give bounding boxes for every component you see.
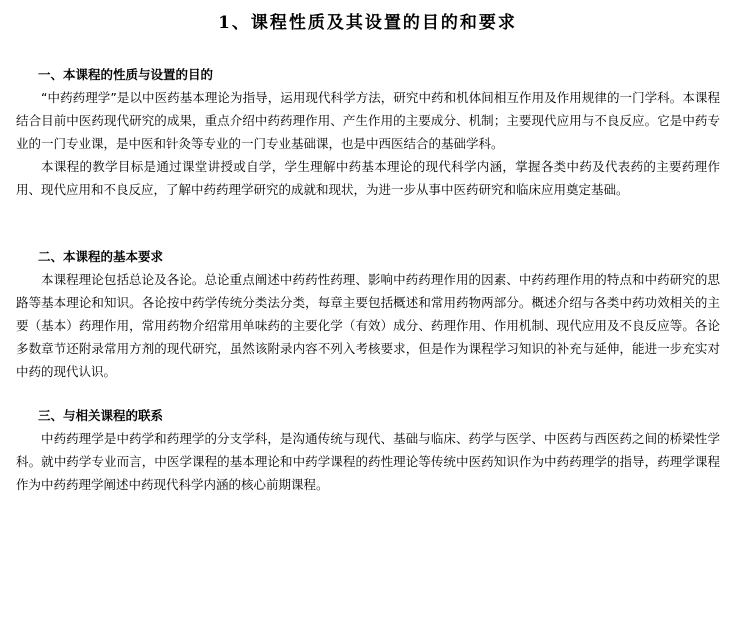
paragraph: 本课程理论包括总论及各论。总论重点阐述中药药性药理、影响中药药理作用的因素、中药药理作用的特点和中药研究的思路等基本理论和知识。各论按中药学传统分类法分类，每章主要包括概述和常用药物两部分。概述介绍与各类中药功效相关的主要（基本）药理作用，常用药物介绍常用单味药的主要化学（有效）成分、药理作用、作用机制、现代应用及不良反应等。各论多数章节还附录常用方剂的现代研究，虽然该附录内容不列入考核要求，但是作为课程学习知识的补充与延伸，能进一步充实对中药的现代认识。 <box>16 272 720 379</box>
paragraph: 中药药理学是中药学和药理学的分支学科，是沟通传统与现代、基础与临床、药学与医学、中医药与西医药之间的桥梁性学科。就中药学专业而言，中医学课程的基本理论和中药学课程的药性理论等传统中医药知识作为中药药理学的指导，药理学课程作为中药药理学阐述中药现代科学内涵的核心前期课程。 <box>16 431 720 492</box>
paragraph: “中药药理学”是以中医药基本理论为指导，运用现代科学方法，研究中药和机体间相互作用及作用规律的一门学科。本课程结合目前中医药现代研究的成果，重点介绍中药药理作用、产生作用的主要成分、机制；主要现代应用与不良反应。它是中药专业的一门专业课，是中医和针灸等专业的一门专业基础课，也是中西医结合的基础学科。 <box>16 90 720 151</box>
section-related-courses <box>16 405 720 496</box>
section-heading: 二、本课程的基本要求 <box>38 249 164 264</box>
section-basic-requirements <box>16 246 720 383</box>
document-title: 1、课程性质及其设置的目的和要求 <box>218 13 517 33</box>
section-heading: 三、与相关课程的联系 <box>38 408 164 423</box>
section-heading: 一、本课程的性质与设置的目的 <box>38 67 214 82</box>
paragraph: 本课程的教学目标是通过课堂讲授或自学，学生理解中药基本理论的现代科学内涵，掌握各类中药及代表药的主要药理作用、现代应用和不良反应，了解中药药理学研究的成就和现状，为进一步从事中医药研究和临床应用奠定基础。 <box>16 159 720 197</box>
section-nature-and-purpose <box>16 64 720 201</box>
